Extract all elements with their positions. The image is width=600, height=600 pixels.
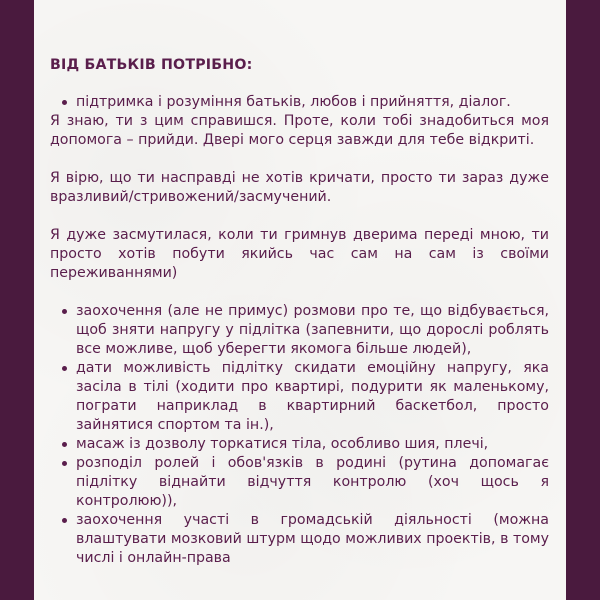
- list-item: підтримка і розуміння батьків, любов і прийняття, діалог.: [60, 93, 549, 112]
- support-list: [60, 93, 549, 112]
- list-item: масаж із дозволу торкатися тіла, особливо шия, плечі,: [60, 435, 549, 454]
- document-page: [34, 0, 566, 600]
- list-item: заохочення участі в громадській діяльності (можна влаштувати мозковий штурм щодо можливих проектів, в тому числі і онлайн-права: [60, 511, 549, 568]
- recommendations-list: [60, 302, 549, 568]
- list-item: дати можливість підлітку скидати емоційну напругу, яка засіла в тілі (ходити про квартирі, подурити як маленькому, пограти наприклад в квартирний баскетбол, просто зайнятися спортом та ін.),: [60, 359, 549, 435]
- document-content: [50, 56, 549, 568]
- section-heading: ВІД БАТЬКІВ ПОТРІБНО:: [50, 57, 253, 73]
- list-item: заохочення (але не примус) розмови про те, що відбувається, щоб зняти напругу у підлітка (запевнити, що дорослі роблять все можливе, щоб уберегти якомога більше людей),: [60, 302, 549, 359]
- paragraph-belief: Я вірю, що ти насправді не хотів кричати, просто ти зараз дуже вразливий/стривожений/засмучений.: [50, 170, 549, 205]
- list-item: розподіл ролей і обов'язків в родині (рутина допомагає підлітку віднайти відчуття контролю (хоч щось я контролюю)),: [60, 454, 549, 511]
- paragraph-reassurance: Я знаю, ти з цим справишся. Проте, коли тобі знадобиться моя допомога – прийди. Двері мого серця завжди для тебе відкриті.: [50, 113, 549, 148]
- paragraph-upset: Я дуже засмутилася, коли ти гримнув дверима переді мною, ти просто хотів побути якийсь час сам на сам із своїми переживаннями): [50, 227, 549, 281]
